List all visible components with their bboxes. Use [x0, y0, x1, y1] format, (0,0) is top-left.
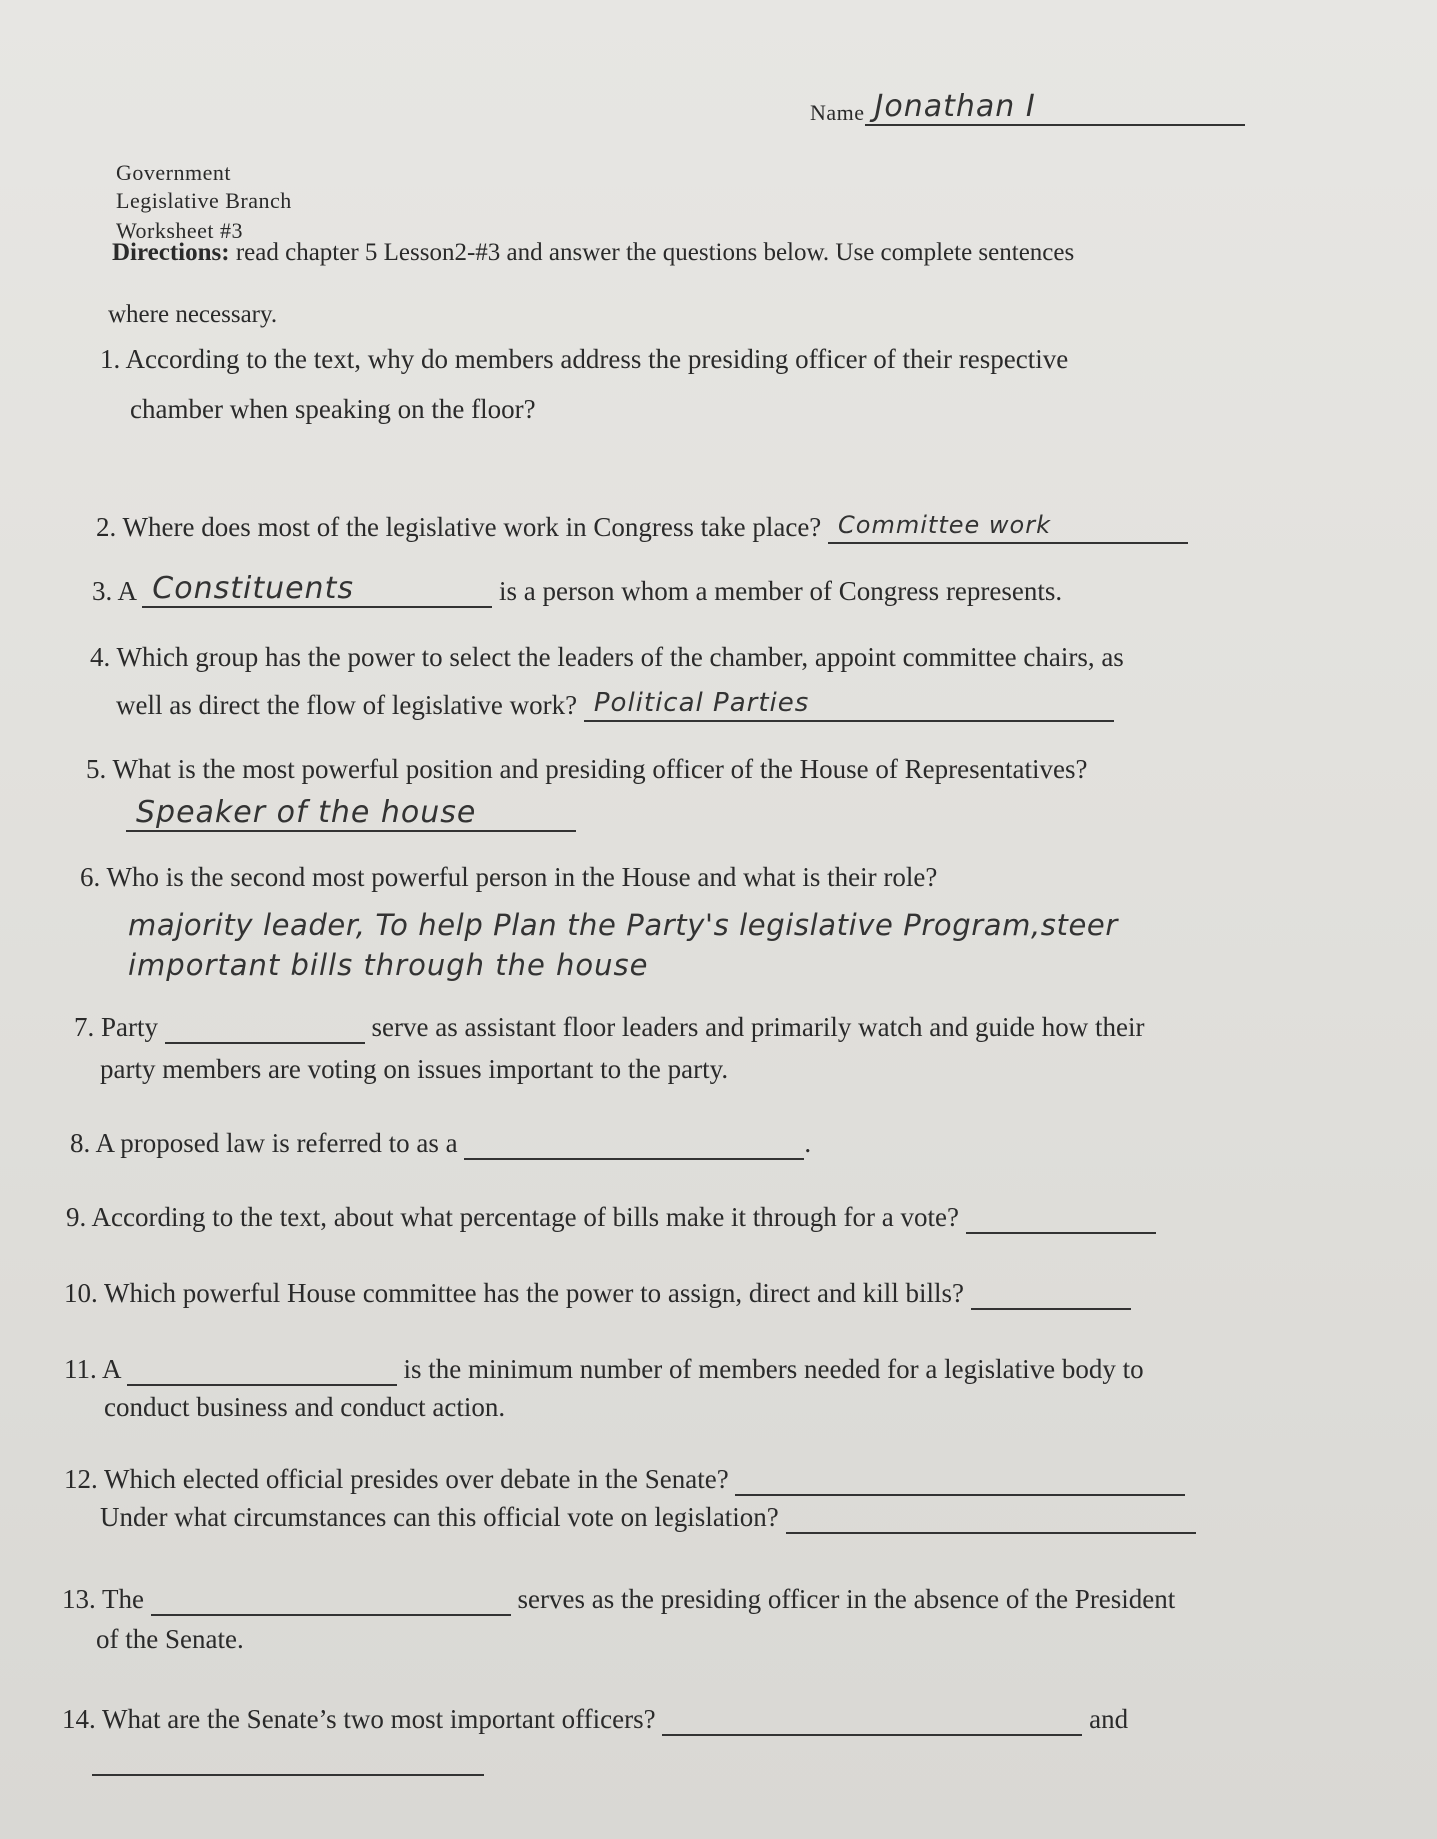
name-label: Name — [810, 100, 865, 125]
question-12-line1 — [64, 1462, 1185, 1496]
question-10-blank[interactable] — [971, 1278, 1131, 1310]
directions-line1 — [112, 236, 1074, 270]
question-4-blank[interactable] — [584, 690, 1114, 722]
question-6-answer-line1: majority leader, To help Plan the Party's legislative Program,steer — [128, 908, 1118, 942]
name-blank[interactable] — [865, 89, 1245, 126]
question-5-text: 5. What is the most powerful position and presiding officer of the House of Representatives? — [86, 754, 1088, 784]
question-12-text-2: Under what circumstances can this official vote on legislation? — [100, 1502, 779, 1532]
question-6-text: 6. Who is the second most powerful person in the House and what is their role? — [80, 862, 938, 892]
question-3-blank[interactable] — [142, 571, 492, 608]
question-13-line1 — [62, 1582, 1175, 1616]
question-12-blank-1[interactable] — [735, 1464, 1185, 1496]
question-14-text: 14. What are the Senate’s two most important officers? — [62, 1704, 656, 1734]
question-13-suffix: serves as the presiding officer in the absence of the President — [517, 1584, 1176, 1614]
question-11-suffix: is the minimum number of members needed for a legislative body to — [403, 1354, 1144, 1384]
question-11-line2: conduct business and conduct action. — [104, 1392, 506, 1422]
unit-title: Legislative Branch — [116, 188, 292, 213]
question-6-answer-line2: important bills through the house — [128, 948, 649, 982]
question-11-prefix: 11. A — [64, 1354, 121, 1384]
question-9 — [66, 1200, 1156, 1234]
question-10 — [64, 1276, 1131, 1310]
question-7-suffix: serve as assistant floor leaders and primarily watch and guide how their — [371, 1012, 1145, 1042]
question-13-blank[interactable] — [151, 1584, 511, 1616]
question-12-blank-2[interactable] — [786, 1502, 1196, 1534]
question-14-line1 — [62, 1702, 1128, 1736]
question-8-text: 8. A proposed law is referred to as a — [70, 1128, 458, 1158]
question-14-blank-1[interactable] — [662, 1704, 1082, 1736]
question-3 — [92, 571, 1063, 608]
directions-text: read chapter 5 Lesson2-#3 and answer the questions below. Use complete sentences — [229, 239, 1075, 266]
question-14-and: and — [1089, 1704, 1129, 1734]
question-13-line2: of the Senate. — [96, 1624, 244, 1654]
question-5-answer-line — [126, 795, 576, 832]
question-7-prefix: 7. Party — [74, 1012, 158, 1042]
directions-line2: where necessary. — [108, 301, 278, 328]
question-1-line2: chamber when speaking on the floor? — [130, 394, 536, 424]
question-4-answer: Political Parties — [593, 688, 810, 718]
question-7-blank[interactable] — [165, 1012, 365, 1044]
question-7-line1 — [74, 1010, 1145, 1044]
question-3-prefix: 3. A — [92, 576, 136, 606]
question-8-blank[interactable] — [464, 1128, 804, 1160]
question-14-blank-2[interactable] — [92, 1754, 484, 1776]
question-8-end: . — [804, 1128, 812, 1158]
question-4-line2 — [116, 688, 1114, 722]
question-9-text: 9. According to the text, about what percentage of bills make it through for a vote? — [66, 1202, 959, 1232]
name-answer: Jonathan I — [874, 89, 1036, 124]
directions-label: Directions: — [112, 239, 230, 266]
question-3-suffix: is a person whom a member of Congress represents. — [499, 576, 1063, 606]
question-2-blank[interactable] — [828, 512, 1188, 544]
name-field — [810, 89, 1245, 126]
question-11-line1 — [64, 1352, 1144, 1386]
question-2-text: 2. Where does most of the legislative work in Congress take place? — [96, 512, 822, 542]
question-13-prefix: 13. The — [62, 1584, 144, 1614]
course-title: Government — [116, 160, 231, 185]
question-10-text: 10. Which powerful House committee has the power to assign, direct and kill bills? — [64, 1278, 965, 1308]
question-7-line2: party members are voting on issues important to the party. — [100, 1054, 729, 1084]
question-9-blank[interactable] — [966, 1202, 1156, 1234]
question-8 — [70, 1126, 811, 1160]
question-2 — [96, 510, 1188, 544]
question-1-line1: 1. According to the text, why do members address the presiding officer of their respective — [100, 344, 1069, 374]
question-4-text: well as direct the flow of legislative work? — [116, 690, 578, 720]
question-3-answer: Constituents — [152, 571, 354, 606]
worksheet-title: Worksheet #3 — [116, 218, 244, 243]
question-2-answer: Committee work — [838, 511, 1051, 539]
question-5-answer: Speaker of the house — [136, 795, 477, 830]
question-11-blank[interactable] — [127, 1354, 397, 1386]
question-12-line2 — [100, 1500, 1196, 1534]
question-4-line1: 4. Which group has the power to select the leaders of the chamber, appoint committee chairs, as — [90, 642, 1124, 672]
question-5-blank[interactable] — [126, 795, 576, 832]
question-12-text: 12. Which elected official presides over debate in the Senate? — [64, 1464, 729, 1494]
